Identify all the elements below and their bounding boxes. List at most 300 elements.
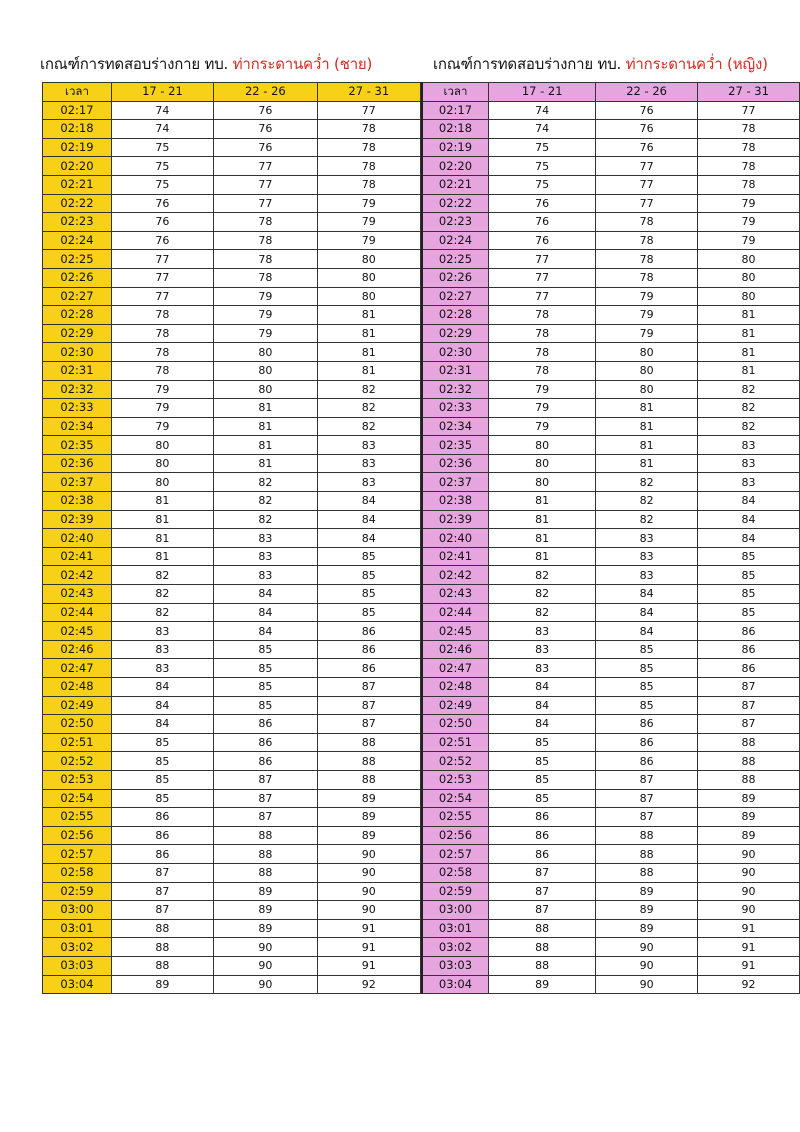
score-cell: 79 xyxy=(489,417,596,436)
score-cell: 83 xyxy=(489,640,596,659)
score-cell: 90 xyxy=(213,975,317,994)
table-row xyxy=(43,268,421,287)
time-cell: 02:49 xyxy=(422,696,489,715)
time-cell: 02:22 xyxy=(422,194,489,213)
time-cell: 02:18 xyxy=(422,120,489,139)
time-cell: 03:03 xyxy=(422,956,489,975)
score-cell: 86 xyxy=(317,640,420,659)
score-cell: 82 xyxy=(111,603,213,622)
table-row xyxy=(43,250,421,269)
time-cell: 02:35 xyxy=(43,436,112,455)
score-cell: 81 xyxy=(213,454,317,473)
time-cell: 02:32 xyxy=(422,380,489,399)
score-cell: 89 xyxy=(698,789,800,808)
score-cell: 81 xyxy=(111,492,213,511)
time-cell: 02:41 xyxy=(43,547,112,566)
table-row xyxy=(43,733,421,752)
time-cell: 02:18 xyxy=(43,120,112,139)
table-row xyxy=(422,510,800,529)
score-cell: 78 xyxy=(489,361,596,380)
time-cell: 02:31 xyxy=(422,361,489,380)
score-cell: 80 xyxy=(111,436,213,455)
time-cell: 02:28 xyxy=(43,306,112,325)
score-cell: 85 xyxy=(596,659,698,678)
time-cell: 02:42 xyxy=(422,566,489,585)
table-row xyxy=(422,492,800,511)
table-row xyxy=(422,770,800,789)
table-row xyxy=(43,380,421,399)
score-cell: 87 xyxy=(111,863,213,882)
table-row xyxy=(422,194,800,213)
score-cell: 78 xyxy=(317,175,420,194)
time-cell: 02:25 xyxy=(422,250,489,269)
score-cell: 84 xyxy=(698,529,800,548)
table-row xyxy=(422,733,800,752)
score-cell: 87 xyxy=(317,715,420,734)
score-cell: 77 xyxy=(213,194,317,213)
score-cell: 85 xyxy=(596,678,698,697)
table-row xyxy=(43,194,421,213)
table-row xyxy=(422,696,800,715)
time-cell: 02:40 xyxy=(43,529,112,548)
score-cell: 91 xyxy=(317,956,420,975)
score-cell: 86 xyxy=(111,826,213,845)
table-row xyxy=(43,863,421,882)
score-cell: 87 xyxy=(213,808,317,827)
table-row xyxy=(43,287,421,306)
time-cell: 02:17 xyxy=(422,101,489,120)
time-cell: 02:20 xyxy=(422,157,489,176)
score-cell: 86 xyxy=(698,640,800,659)
time-cell: 02:21 xyxy=(422,175,489,194)
time-cell: 03:04 xyxy=(422,975,489,994)
table-row xyxy=(422,975,800,994)
score-cell: 84 xyxy=(489,715,596,734)
score-cell: 80 xyxy=(489,436,596,455)
tables-container xyxy=(42,82,800,994)
score-cell: 80 xyxy=(698,287,800,306)
score-cell: 82 xyxy=(111,585,213,604)
time-cell: 02:21 xyxy=(43,175,112,194)
score-cell: 89 xyxy=(317,808,420,827)
score-cell: 78 xyxy=(698,138,800,157)
table-row xyxy=(422,585,800,604)
male-header-age-17-21: 17 - 21 xyxy=(111,83,213,102)
time-cell: 03:01 xyxy=(43,919,112,938)
score-cell: 81 xyxy=(489,529,596,548)
time-cell: 02:57 xyxy=(43,845,112,864)
score-cell: 79 xyxy=(596,287,698,306)
score-cell: 76 xyxy=(489,213,596,232)
table-row xyxy=(422,120,800,139)
table-row xyxy=(422,138,800,157)
score-cell: 82 xyxy=(698,399,800,418)
score-cell: 78 xyxy=(596,250,698,269)
time-cell: 02:42 xyxy=(43,566,112,585)
score-cell: 84 xyxy=(698,510,800,529)
time-cell: 02:48 xyxy=(43,678,112,697)
table-row xyxy=(422,324,800,343)
table-row xyxy=(422,659,800,678)
time-cell: 02:29 xyxy=(43,324,112,343)
score-cell: 85 xyxy=(698,547,800,566)
male-header-row xyxy=(43,83,421,102)
male-score-table xyxy=(42,82,421,994)
score-cell: 90 xyxy=(698,845,800,864)
score-cell: 81 xyxy=(596,399,698,418)
score-cell: 77 xyxy=(213,157,317,176)
time-cell: 02:33 xyxy=(43,399,112,418)
score-cell: 82 xyxy=(489,566,596,585)
score-cell: 90 xyxy=(317,863,420,882)
score-cell: 76 xyxy=(489,194,596,213)
time-cell: 02:56 xyxy=(43,826,112,845)
score-cell: 86 xyxy=(213,752,317,771)
score-cell: 85 xyxy=(213,659,317,678)
score-cell: 77 xyxy=(213,175,317,194)
score-cell: 90 xyxy=(213,956,317,975)
score-cell: 83 xyxy=(111,622,213,641)
table-row xyxy=(422,603,800,622)
score-cell: 90 xyxy=(698,863,800,882)
score-cell: 80 xyxy=(317,287,420,306)
score-cell: 76 xyxy=(489,231,596,250)
score-cell: 85 xyxy=(317,585,420,604)
score-cell: 85 xyxy=(213,640,317,659)
time-cell: 02:49 xyxy=(43,696,112,715)
table-row xyxy=(422,380,800,399)
time-cell: 03:03 xyxy=(43,956,112,975)
time-cell: 02:36 xyxy=(422,454,489,473)
score-cell: 86 xyxy=(596,752,698,771)
score-cell: 84 xyxy=(213,603,317,622)
time-cell: 02:17 xyxy=(43,101,112,120)
score-cell: 82 xyxy=(213,510,317,529)
time-cell: 02:27 xyxy=(422,287,489,306)
female-header-time: เวลา xyxy=(422,83,489,102)
score-cell: 86 xyxy=(596,733,698,752)
score-cell: 83 xyxy=(596,547,698,566)
table-row xyxy=(43,417,421,436)
score-cell: 76 xyxy=(596,101,698,120)
score-cell: 80 xyxy=(111,473,213,492)
score-cell: 89 xyxy=(213,882,317,901)
time-cell: 02:26 xyxy=(422,268,489,287)
score-cell: 81 xyxy=(111,529,213,548)
score-cell: 85 xyxy=(111,770,213,789)
table-row xyxy=(422,399,800,418)
male-header-age-27-31: 27 - 31 xyxy=(317,83,420,102)
score-cell: 83 xyxy=(489,622,596,641)
score-cell: 81 xyxy=(698,324,800,343)
score-cell: 86 xyxy=(489,845,596,864)
table-row xyxy=(43,231,421,250)
title-bar xyxy=(40,52,790,76)
score-cell: 90 xyxy=(213,938,317,957)
score-cell: 78 xyxy=(698,120,800,139)
score-cell: 81 xyxy=(111,547,213,566)
score-cell: 83 xyxy=(698,473,800,492)
score-cell: 80 xyxy=(596,380,698,399)
score-cell: 85 xyxy=(698,603,800,622)
score-cell: 89 xyxy=(213,919,317,938)
score-cell: 80 xyxy=(596,343,698,362)
score-cell: 84 xyxy=(596,585,698,604)
score-cell: 81 xyxy=(111,510,213,529)
score-cell: 80 xyxy=(317,250,420,269)
score-cell: 81 xyxy=(596,417,698,436)
table-row xyxy=(43,696,421,715)
score-cell: 89 xyxy=(596,901,698,920)
score-cell: 89 xyxy=(698,808,800,827)
score-cell: 77 xyxy=(111,250,213,269)
score-cell: 87 xyxy=(317,696,420,715)
female-header-row xyxy=(422,83,800,102)
score-cell: 81 xyxy=(489,510,596,529)
female-header-age-27-31: 27 - 31 xyxy=(698,83,800,102)
score-cell: 80 xyxy=(596,361,698,380)
score-cell: 79 xyxy=(596,324,698,343)
score-cell: 88 xyxy=(213,845,317,864)
table-row xyxy=(43,808,421,827)
score-cell: 83 xyxy=(698,454,800,473)
table-row xyxy=(422,863,800,882)
score-cell: 74 xyxy=(489,120,596,139)
score-cell: 82 xyxy=(698,380,800,399)
score-cell: 86 xyxy=(596,715,698,734)
score-cell: 86 xyxy=(489,826,596,845)
table-row xyxy=(422,882,800,901)
table-row xyxy=(43,399,421,418)
score-cell: 78 xyxy=(489,324,596,343)
table-row xyxy=(43,175,421,194)
table-row xyxy=(43,157,421,176)
score-cell: 84 xyxy=(111,696,213,715)
score-cell: 74 xyxy=(111,101,213,120)
score-cell: 85 xyxy=(317,547,420,566)
score-cell: 89 xyxy=(489,975,596,994)
score-cell: 75 xyxy=(111,175,213,194)
male-title-prefix: เกณฑ์การทดสอบร่างกาย ทบ. xyxy=(40,55,229,73)
table-row xyxy=(43,956,421,975)
score-cell: 85 xyxy=(317,603,420,622)
time-cell: 02:44 xyxy=(43,603,112,622)
score-cell: 85 xyxy=(489,789,596,808)
table-row xyxy=(422,306,800,325)
score-cell: 77 xyxy=(698,101,800,120)
score-cell: 85 xyxy=(698,585,800,604)
score-cell: 76 xyxy=(111,231,213,250)
score-cell: 86 xyxy=(698,659,800,678)
score-cell: 87 xyxy=(111,901,213,920)
score-cell: 79 xyxy=(111,417,213,436)
score-cell: 76 xyxy=(596,138,698,157)
score-cell: 86 xyxy=(213,733,317,752)
score-cell: 88 xyxy=(489,956,596,975)
table-row xyxy=(43,919,421,938)
table-row xyxy=(422,417,800,436)
time-cell: 02:27 xyxy=(43,287,112,306)
score-cell: 78 xyxy=(698,157,800,176)
score-cell: 79 xyxy=(213,324,317,343)
score-cell: 83 xyxy=(317,454,420,473)
time-cell: 02:31 xyxy=(43,361,112,380)
table-row xyxy=(422,826,800,845)
score-cell: 77 xyxy=(489,250,596,269)
table-row xyxy=(422,361,800,380)
table-row xyxy=(43,659,421,678)
score-cell: 78 xyxy=(111,324,213,343)
score-cell: 87 xyxy=(698,678,800,697)
score-cell: 78 xyxy=(213,268,317,287)
score-cell: 81 xyxy=(213,436,317,455)
time-cell: 02:25 xyxy=(43,250,112,269)
score-cell: 88 xyxy=(213,826,317,845)
table-row xyxy=(422,436,800,455)
score-cell: 88 xyxy=(698,752,800,771)
score-cell: 85 xyxy=(596,696,698,715)
table-row xyxy=(43,715,421,734)
score-cell: 80 xyxy=(698,268,800,287)
score-cell: 89 xyxy=(596,919,698,938)
table-row xyxy=(422,287,800,306)
score-cell: 81 xyxy=(596,436,698,455)
score-cell: 89 xyxy=(111,975,213,994)
score-cell: 91 xyxy=(698,938,800,957)
female-table-body xyxy=(422,101,800,994)
time-cell: 02:24 xyxy=(43,231,112,250)
score-cell: 79 xyxy=(111,399,213,418)
table-row xyxy=(43,938,421,957)
score-cell: 85 xyxy=(489,733,596,752)
score-cell: 85 xyxy=(489,752,596,771)
time-cell: 02:28 xyxy=(422,306,489,325)
score-cell: 87 xyxy=(489,863,596,882)
score-cell: 90 xyxy=(698,882,800,901)
score-cell: 77 xyxy=(596,157,698,176)
score-cell: 79 xyxy=(698,194,800,213)
score-cell: 82 xyxy=(317,399,420,418)
score-cell: 84 xyxy=(213,622,317,641)
time-cell: 02:19 xyxy=(43,138,112,157)
score-cell: 88 xyxy=(596,826,698,845)
table-row xyxy=(43,678,421,697)
score-cell: 84 xyxy=(698,492,800,511)
table-row xyxy=(43,473,421,492)
time-cell: 03:00 xyxy=(422,901,489,920)
score-cell: 87 xyxy=(596,770,698,789)
table-row xyxy=(422,789,800,808)
score-cell: 87 xyxy=(213,789,317,808)
score-cell: 86 xyxy=(213,715,317,734)
score-cell: 82 xyxy=(596,510,698,529)
table-row xyxy=(422,845,800,864)
table-row xyxy=(422,622,800,641)
score-cell: 81 xyxy=(317,343,420,362)
score-cell: 74 xyxy=(111,120,213,139)
time-cell: 02:53 xyxy=(43,770,112,789)
time-cell: 02:34 xyxy=(422,417,489,436)
score-cell: 87 xyxy=(489,882,596,901)
score-cell: 78 xyxy=(317,157,420,176)
score-cell: 77 xyxy=(317,101,420,120)
score-cell: 77 xyxy=(596,175,698,194)
score-cell: 84 xyxy=(596,603,698,622)
score-cell: 79 xyxy=(317,213,420,232)
time-cell: 02:35 xyxy=(422,436,489,455)
score-cell: 80 xyxy=(213,361,317,380)
score-cell: 90 xyxy=(596,975,698,994)
time-cell: 02:57 xyxy=(422,845,489,864)
score-cell: 81 xyxy=(489,492,596,511)
score-cell: 79 xyxy=(213,306,317,325)
time-cell: 02:50 xyxy=(422,715,489,734)
table-row xyxy=(422,157,800,176)
time-cell: 02:30 xyxy=(422,343,489,362)
female-title-event: ท่ากระดานคว่ำ (หญิง) xyxy=(625,55,768,73)
score-cell: 76 xyxy=(111,213,213,232)
table-row xyxy=(422,640,800,659)
score-cell: 80 xyxy=(317,268,420,287)
score-cell: 88 xyxy=(489,919,596,938)
score-cell: 83 xyxy=(111,640,213,659)
table-row xyxy=(43,138,421,157)
score-cell: 83 xyxy=(213,566,317,585)
score-cell: 88 xyxy=(111,956,213,975)
table-row xyxy=(43,622,421,641)
time-cell: 03:02 xyxy=(422,938,489,957)
score-cell: 80 xyxy=(213,343,317,362)
score-cell: 79 xyxy=(489,380,596,399)
score-cell: 76 xyxy=(213,138,317,157)
score-cell: 84 xyxy=(213,585,317,604)
score-cell: 78 xyxy=(213,250,317,269)
table-row xyxy=(422,901,800,920)
table-row xyxy=(43,585,421,604)
female-title-prefix: เกณฑ์การทดสอบร่างกาย ทบ. xyxy=(433,55,622,73)
score-cell: 92 xyxy=(698,975,800,994)
score-cell: 87 xyxy=(111,882,213,901)
score-cell: 75 xyxy=(489,157,596,176)
table-row xyxy=(422,715,800,734)
table-row xyxy=(422,919,800,938)
table-row xyxy=(422,678,800,697)
table-row xyxy=(422,473,800,492)
table-row xyxy=(43,120,421,139)
table-row xyxy=(43,566,421,585)
time-cell: 02:38 xyxy=(43,492,112,511)
score-cell: 84 xyxy=(317,529,420,548)
time-cell: 02:48 xyxy=(422,678,489,697)
score-cell: 87 xyxy=(489,901,596,920)
score-cell: 85 xyxy=(596,640,698,659)
score-cell: 79 xyxy=(317,194,420,213)
score-cell: 75 xyxy=(111,138,213,157)
score-cell: 90 xyxy=(317,882,420,901)
score-cell: 82 xyxy=(698,417,800,436)
table-row xyxy=(43,343,421,362)
score-cell: 89 xyxy=(213,901,317,920)
score-cell: 76 xyxy=(111,194,213,213)
score-cell: 88 xyxy=(698,733,800,752)
score-cell: 88 xyxy=(698,770,800,789)
score-cell: 81 xyxy=(213,417,317,436)
time-cell: 02:46 xyxy=(422,640,489,659)
table-row xyxy=(422,213,800,232)
score-cell: 76 xyxy=(596,120,698,139)
time-cell: 02:46 xyxy=(43,640,112,659)
table-row xyxy=(422,956,800,975)
